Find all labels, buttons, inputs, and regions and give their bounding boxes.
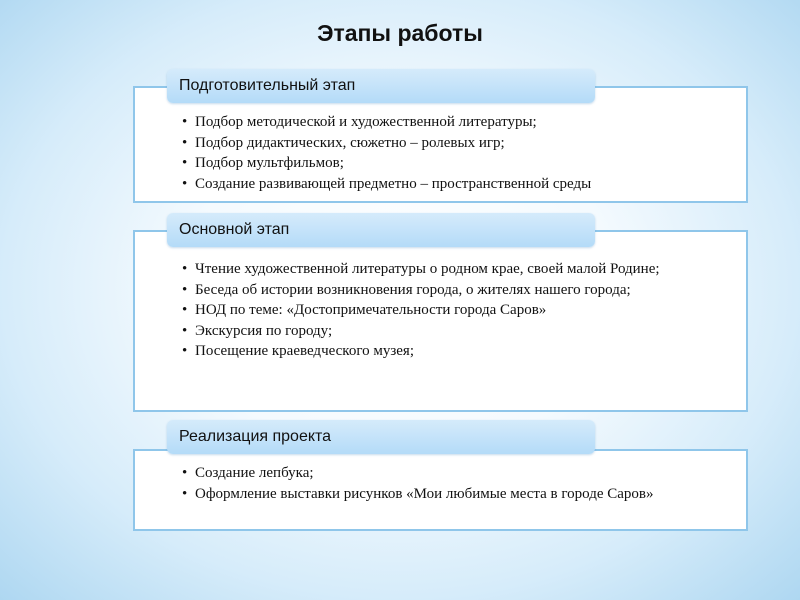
stage-header-implementation: Реализация проекта xyxy=(167,420,595,454)
stage-list-main xyxy=(182,259,722,362)
list-item: • Посещение краеведческого музея; xyxy=(182,341,722,362)
stage-header-main: Основной этап xyxy=(167,213,595,247)
bullet-icon: • xyxy=(182,302,188,318)
list-item: • Подбор методической и художественной литературы; xyxy=(182,112,722,133)
bullet-icon: • xyxy=(182,175,188,192)
bullet-icon: • xyxy=(182,261,188,277)
list-item: • Создание лепбука; xyxy=(182,463,722,484)
list-item: • Беседа об истории возникновения города, о жителях нашего города; xyxy=(182,280,722,301)
list-item: • Экскурсия по городу; xyxy=(182,321,722,342)
bullet-icon: • xyxy=(182,485,188,502)
stage-header-preparatory: Подготовительный этап xyxy=(167,69,595,103)
list-item: • Подбор мультфильмов; xyxy=(182,153,722,174)
bullet-icon: • xyxy=(182,343,188,359)
list-item: • Подбор дидактических, сюжетно – ролевых игр; xyxy=(182,133,722,154)
bullet-icon: • xyxy=(182,114,188,130)
stage-list-implementation xyxy=(182,463,722,504)
list-item: • Оформление выставки рисунков «Мои любимые места в городе Саров» xyxy=(182,484,722,505)
stage-list-preparatory xyxy=(182,112,722,194)
bullet-icon: • xyxy=(182,134,188,151)
bullet-icon: • xyxy=(182,322,188,339)
bullet-icon: • xyxy=(182,465,188,481)
list-item: • Чтение художественной литературы о родном крае, своей малой Родине; xyxy=(182,259,722,280)
bullet-icon: • xyxy=(182,281,188,298)
list-item: • Создание развивающей предметно – пространственной среды xyxy=(182,174,722,195)
list-item: • НОД по теме: «Достопримечательности города Саров» xyxy=(182,300,722,321)
page-title: Этапы работы xyxy=(317,20,483,46)
bullet-icon: • xyxy=(182,155,188,171)
